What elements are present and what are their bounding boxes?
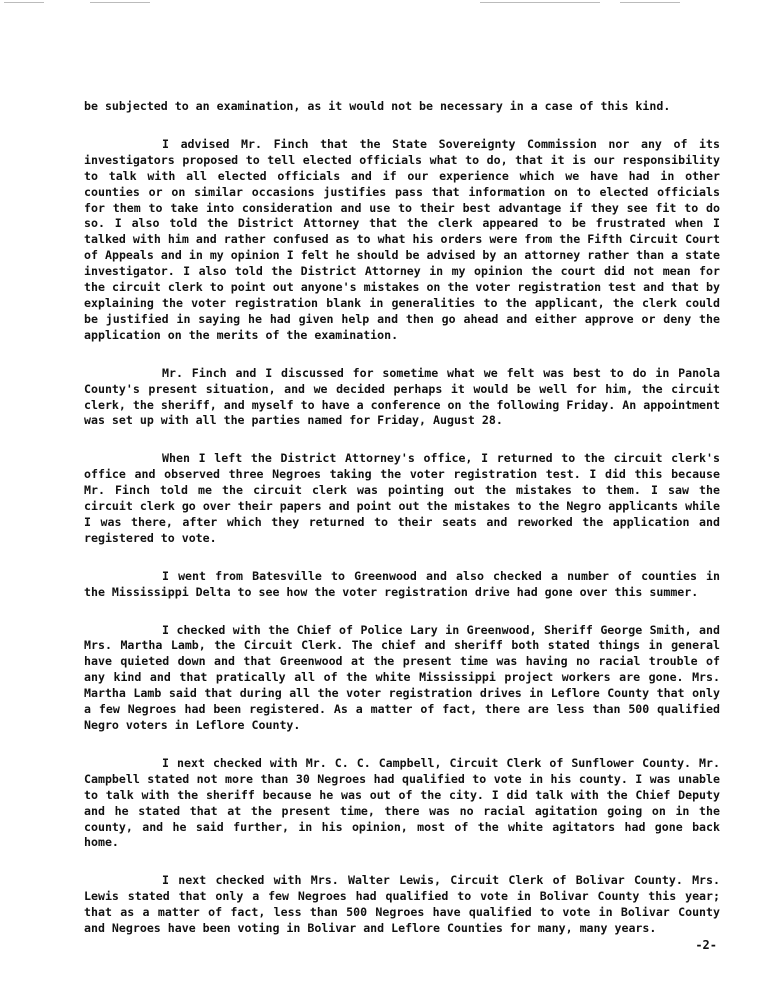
letter-body [84,99,720,959]
paragraph-greenwood-trip: I went from Batesville to Greenwood and also checked a number of counties in the Mississippi Delta to see how the voter registration drive had gone over this summer. [84,568,720,599]
paragraph-panola-conference: Mr. Finch and I discussed for sometime what we felt was best to do in Panola County's present situation, and we decided perhaps it would be well for him, the circuit clerk, the sheriff, and myself to have a conference on the following Friday. An appointment was set up with all the parties named for Friday, August 28. [84,365,720,428]
paragraph-bolivar-county: I next checked with Mrs. Walter Lewis, Circuit Clerk of Bolivar County. Mrs. Lewis stated that only a few Negroes had qualified to vote in Bolivar County this year; that as a matter of fact, less than 500 Negroes have qualified to vote in Bolivar County and Negroes have been voting in Bolivar and Leflore Counties for many, many years. [84,873,720,936]
scan-artifact-marks [0,0,763,8]
paragraph-sunflower-county: I next checked with Mr. C. C. Campbell, Circuit Clerk of Sunflower County. Mr. Campbell stated not more than 30 Negroes had qualified to vote in his county. I was unable to talk with the sheriff because he was out of the city. I did talk with the Chief Deputy and he stated that at the present time, there was no racial agitation going on in the county, and he said further, in his opinion, most of the white agitators had gone back home. [84,755,720,850]
paragraph-circuit-clerk-office: When I left the District Attorney's office, I returned to the circuit clerk's office and observed three Negroes taking the voter registration test. I did this because Mr. Finch told me the circuit clerk was pointing out the mistakes to them. I saw the circuit clerk go over their papers and point out the mistakes to the Negro applicants while I was there, after which they returned to their seats and reworked the application and registered to vote. [84,451,720,545]
paragraph-leflore-county: I checked with the Chief of Police Lary in Greenwood, Sheriff George Smith, and Mrs. Martha Lamb, the Circuit Clerk. The chief and sheriff both stated things in general have quieted down and that Greenwood at the present time was having no racial trouble of any kind and that pratically all of the white Mississippi project workers are gone. Mrs. Martha Lamb said that during all the voter registration drives in Leflore County that only a few Negroes had been registered. As a matter of fact, there are less than 500 qualified Negro voters in Leflore County. [84,622,720,732]
paragraph-advised-finch: I advised Mr. Finch that the State Sovereignty Commission nor any of its investigators proposed to tell elected officials what to do, that it is our responsibility to talk with all elected officials and if our experience which we have had in other counties or on similar occasions justifies pass that information on to elected officials for them to take into consideration and use to their best advantage if they see fit to do so. I also told the District Attorney that the clerk appeared to be frustrated when I talked with him and rather confused as to what his orders were from the Fifth Circuit Court of Appeals and in my opinion I felt he should be advised by an attorney rather than a state investigator. I also told the District Attorney in my opinion the court did not mean for the circuit clerk to point out anyone's mistakes on the voter registration test and that by explaining the voter registration blank in generalities to the applicant, the clerk could be justified in saying he had given help and then go ahead and either approve or deny the application on the merits of the examination. [84,136,720,342]
page-number: -2- [695,938,717,952]
paragraph-continuation: be subjected to an examination, as it would not be necessary in a case of this kind. [84,99,671,113]
